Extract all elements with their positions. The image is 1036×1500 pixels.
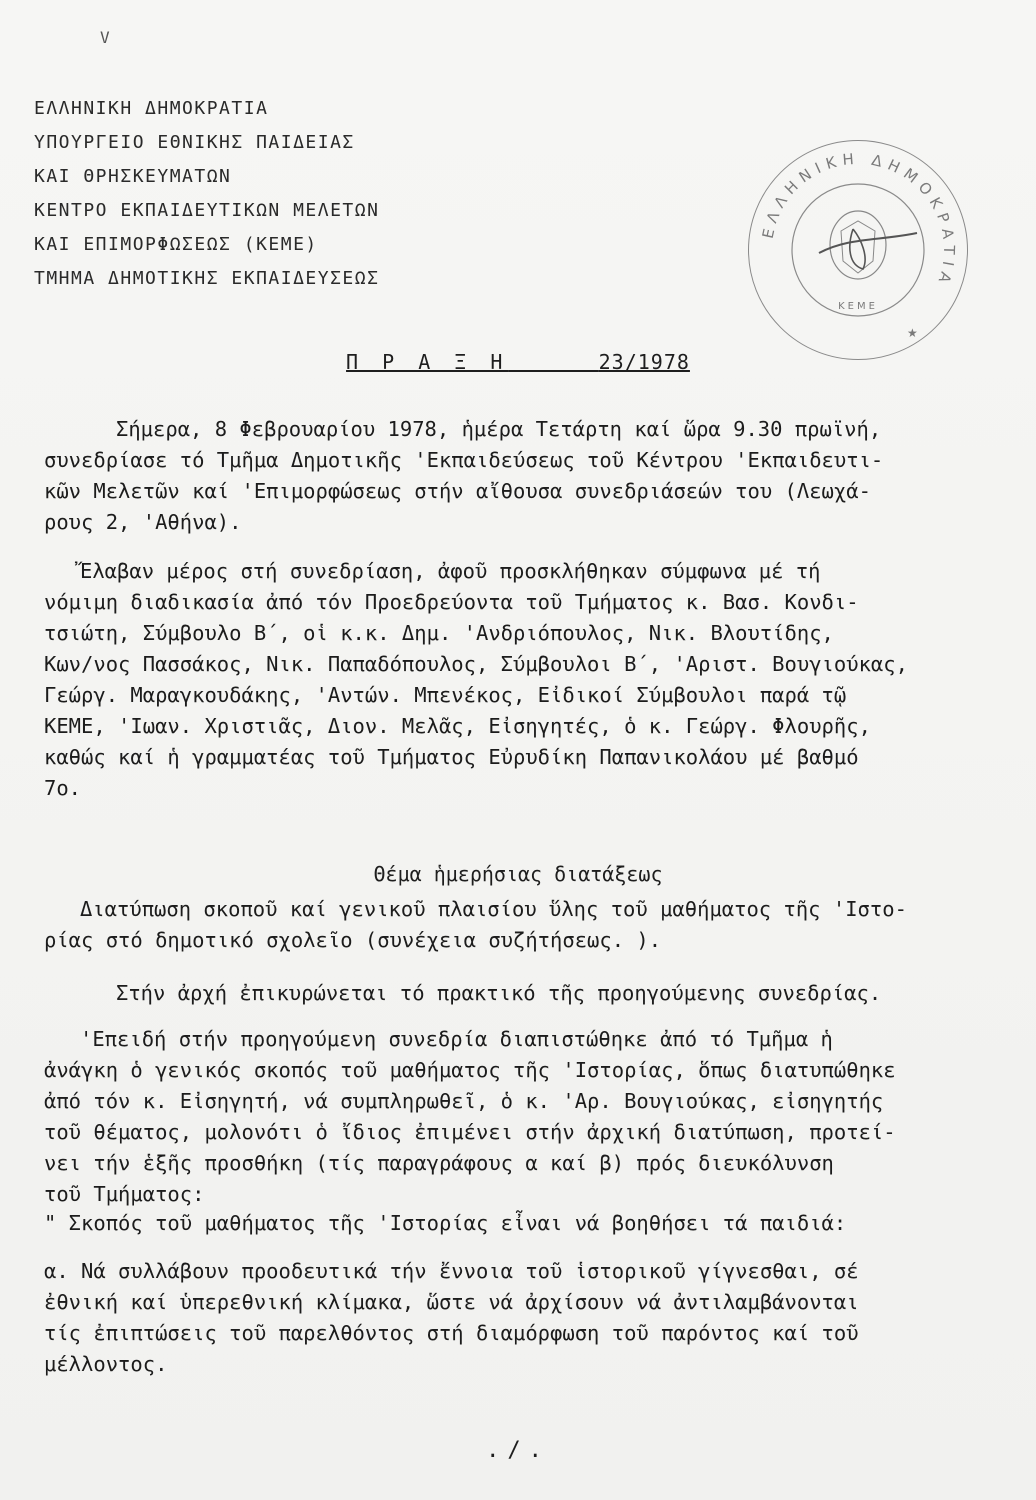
text-line: Διατύπωση σκοποῦ καί γενικοῦ πλαισίου ὕλης τοῦ μαθήματος τῆς 'Ιστο- [80, 897, 907, 921]
text-line: " Σκοπός τοῦ μαθήματος τῆς 'Ιστορίας εἶναι νά βοηθήσει τά παιδιά: [44, 1211, 847, 1235]
text-line: Ἔλαβαν μέρος στή συνεδρίαση, ἀφοῦ προσκλήθηκαν σύμφωνα μέ τή [80, 559, 821, 583]
paragraph-minutes-approval [44, 978, 1002, 1009]
text-line: Γεώργ. Μαραγκουδάκης, 'Αντών. Μπενέκος, Εἰδικοί Σύμβουλοι παρά τῷ [44, 683, 847, 707]
paragraph-opening [44, 414, 1002, 538]
text-line: Κων/νος Πασσάκος, Νικ. Παπαδόπουλος, Σύμβουλοι Β΄, 'Αριστ. Βουγιούκας, [44, 652, 908, 676]
seal-star-icon: ★ [907, 326, 918, 340]
text-line: τοῦ θέματος, μολονότι ὁ ἴδιος ἐπιμένει στήν ἀρχική διατύπωση, προτεί- [44, 1120, 896, 1144]
title-number: 23/1978 [598, 350, 690, 374]
text-line: μέλλοντος. [44, 1352, 168, 1376]
page-continuation-mark: ./. [486, 1438, 550, 1463]
corner-mark: V [100, 28, 110, 47]
text-line: ΚΕΜΕ, 'Ιωαν. Χριστιᾶς, Διον. Μελᾶς, Εἰσηγητές, ὁ κ. Γεώργ. Φλουρῆς, [44, 714, 871, 738]
text-line: ἀπό τόν κ. Εἰσηγητή, νά συμπληρωθεῖ, ὁ κ. 'Αρ. Βουγιούκας, εἰσηγητής [44, 1089, 884, 1113]
page-title [0, 350, 1036, 374]
text-line: ἀνάγκη ὁ γενικός σκοπός τοῦ μαθήματος τῆς 'Ιστορίας, ὅπως διατυπώθηκε [44, 1058, 896, 1082]
text-line: τίς ἐπιπτώσεις τοῦ παρελθόντος στή διαμόρφωση τοῦ παρόντος καί τοῦ [44, 1321, 859, 1345]
text-line: νόμιμη διαδικασία ἀπό τόν Προεδρεύοντα τοῦ Τμήματος κ. Βασ. Κονδι- [44, 590, 859, 614]
text-line: Σήμερα, 8 Φεβρουαρίου 1978, ἡμέρα Τετάρτη καί ὥρα 9.30 πρωϊνή, [116, 417, 882, 441]
text-line: καθώς καί ἡ γραμματέας τοῦ Τμήματος Εὐρυδίκη Παπανικολάου μέ βαθμό [44, 745, 859, 769]
text-line: Στήν ἀρχή ἐπικυρώνεται τό πρακτικό τῆς προηγούμενης συνεδρίας. [116, 981, 882, 1005]
svg-text:ΕΛΛΗΝΙΚΗ ΔΗΜΟΚΡΑΤΙΑ [759, 150, 959, 291]
letterhead-line: ΚΑΙ ΕΠΙΜΟΡΦΩΣΕΩΣ (ΚΕΜΕ) [34, 234, 318, 255]
text-line: ρίας στό δημοτικό σχολεῖο (συνέχεια συζήτήσεως. ). [44, 928, 662, 952]
paragraph-subject [44, 894, 1002, 956]
paragraph-attendees [44, 556, 1002, 804]
letterhead [34, 92, 379, 296]
seal-ring-text: ΕΛΛΗΝΙΚΗ ΔΗΜΟΚΡΑΤΙΑ [758, 149, 959, 291]
paragraph-goal-quote [44, 1208, 1002, 1239]
text-line: κῶν Μελετῶν καί 'Επιμορφώσεως στήν αἴθουσα συνεδριάσεών του (Λεωχά- [44, 479, 871, 503]
letterhead-line: ΚΕΝΤΡΟ ΕΚΠΑΙΔΕΥΤΙΚΩΝ ΜΕΛΕΤΩΝ [34, 200, 380, 221]
letterhead-line: ΤΜΗΜΑ ΔΗΜΟΤΙΚΗΣ ΕΚΠΑΙΔΕΥΣΕΩΣ [34, 268, 380, 289]
text-line: συνεδρίασε τό Τμῆμα Δημοτικῆς 'Εκπαιδεύσεως τοῦ Κέντρου 'Εκπαιδευτι- [44, 448, 884, 472]
text-line: 7ο. [44, 776, 82, 800]
text-line: τσιώτη, Σύμβουλο Β΄, οἱ κ.κ. Δημ. 'Ανδριόπουλος, Νικ. Βλουτίδης, [44, 621, 834, 645]
seal-bottom-text: ΚΕΜΕ [838, 301, 878, 312]
text-line: τοῦ Τμήματος: [44, 1182, 205, 1206]
paragraph-proposal [44, 1024, 1002, 1210]
seal-graphic [749, 141, 967, 359]
text-line: α. Νά συλλάβουν προοδευτικά τήν ἔννοια τοῦ ἱστορικοῦ γίγνεσθαι, σέ [44, 1259, 859, 1283]
text-line: ἐθνική καί ὑπερεθνική κλίμακα, ὥστε νά ἀρχίσουν νά ἀντιλαμβάνονται [44, 1290, 859, 1314]
title-label: Π Ρ Α Ξ Η [346, 350, 509, 374]
paragraph-item-a [44, 1256, 1002, 1380]
text-line: 'Επειδή στήν προηγούμενη συνεδρία διαπιστώθηκε ἀπό τό Τμῆμα ἡ [80, 1027, 833, 1051]
subject-heading: Θέμα ἡμερήσιας διατάξεως [373, 862, 663, 886]
letterhead-line: ΕΛΛΗΝΙΚΗ ΔΗΜΟΚΡΑΤΙΑ [34, 98, 269, 119]
letterhead-line: ΚΑΙ ΘΡΗΣΚΕΥΜΑΤΩΝ [34, 166, 232, 187]
letterhead-line: ΥΠΟΥΡΓΕΙΟ ΕΘΝΙΚΗΣ ΠΑΙΔΕΙΑΣ [34, 132, 355, 153]
text-line: ρους 2, 'Αθήνα). [44, 510, 242, 534]
text-line: νει τήν ἑξῆς προσθήκη (τίς παραγράφους α καί β) πρός διευκόλυνση [44, 1151, 834, 1175]
official-seal-stamp [748, 140, 968, 360]
